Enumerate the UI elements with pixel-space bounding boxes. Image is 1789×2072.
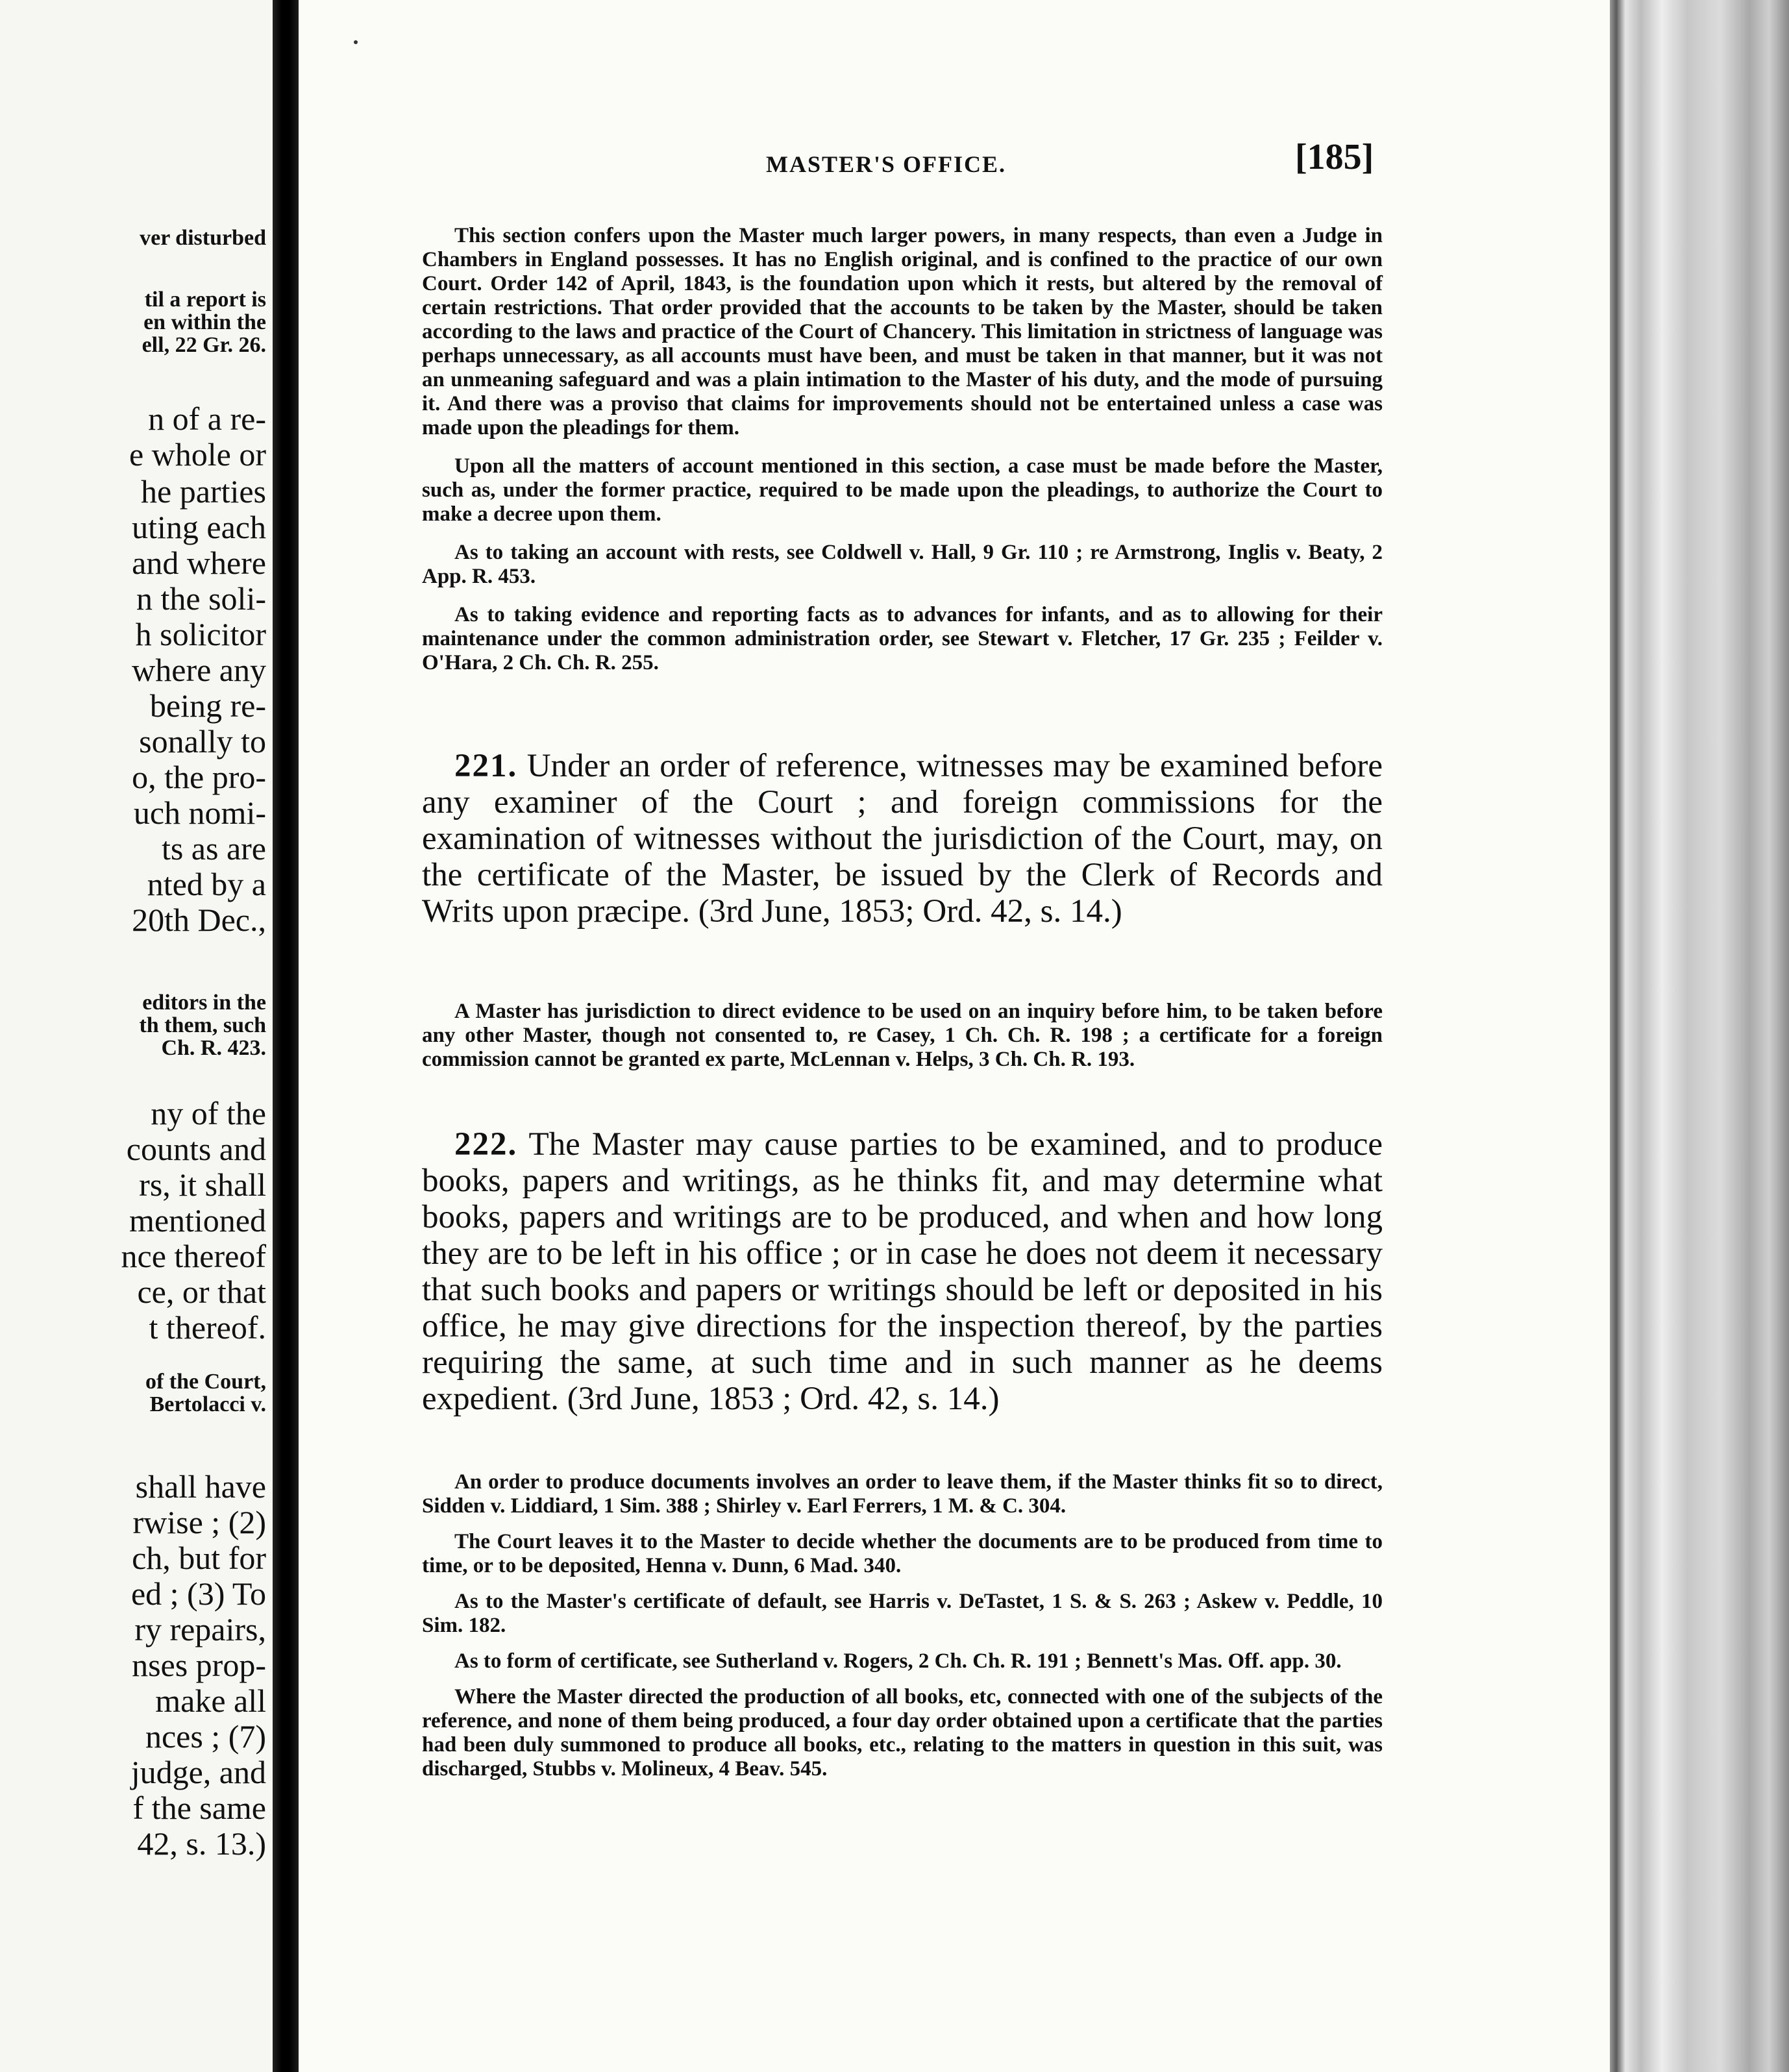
left-page-line: ts as are [161, 830, 266, 867]
left-page-line: nces ; (7) [145, 1718, 266, 1755]
left-page-line: ny of the [151, 1095, 266, 1131]
left-page-line: make all [155, 1683, 266, 1719]
note-paragraph: As to taking an account with rests, see Coldwell v. Hall, 9 Gr. 110 ; re Armstrong, Inglis v. Beaty, 2 App. R. 453. [422, 541, 1383, 588]
note-paragraph: An order to produce documents involves an order to leave them, if the Master thinks fit so to direct, Sidden v. Liddiard, 1 Sim. 388 ; Shirley v. Earl Ferrers, 1 M. & C. 304. [422, 1470, 1383, 1518]
left-page-line: en within the [143, 310, 266, 334]
left-page-line: ry repairs, [134, 1611, 266, 1647]
running-head: MASTER'S OFFICE. [766, 151, 1007, 177]
left-page-line: nses prop- [132, 1647, 266, 1683]
left-page-line: o, the pro- [132, 759, 266, 795]
section-number: 221. [454, 748, 518, 784]
left-page-line: mentioned [129, 1202, 266, 1239]
note-paragraph: This section confers upon the Master much larger powers, in many respects, than even a Judge in Chambers in England possesses. It has no English original, and is confined to the practice of our own Court. Order 142 of April, 1843, is the foundation upon which it rests, but altered by the removal of certain restrictions. That order provided that the accounts to be taken by the Master, should be taken according to the laws and practice of the Court of Chancery. This limitation in strictness of language was perhaps unnecessary, as all accounts must have been, and must be taken in that manner, but it was not an unmeaning safeguard and was a plain intimation to the Master of his duty, and the mode of pursuing it. And there was a proviso that claims for improvements should not be entertained unless a case was made upon the pleadings for them. [422, 224, 1383, 439]
left-page-line: shall have [135, 1468, 266, 1505]
left-page-line: t thereof. [149, 1309, 266, 1346]
left-page-line: th them, such [139, 1013, 266, 1037]
note-paragraph: As to form of certificate, see Sutherland v. Rogers, 2 Ch. Ch. R. 191 ; Bennett's Mas. Off. app. 30. [454, 1649, 1342, 1673]
left-page-line: sonally to [139, 723, 266, 759]
page-number: [185] [1295, 137, 1374, 177]
left-page-line: he parties [141, 473, 266, 510]
section-222-notes [422, 1470, 1383, 1781]
notes-top [422, 224, 1383, 675]
left-page-line: rwise ; (2) [132, 1504, 266, 1540]
left-page-line: n of a re- [148, 401, 266, 437]
left-page-line: til a report is [144, 288, 266, 312]
left-page-line: f the same [132, 1790, 266, 1826]
left-page-line: nted by a [147, 866, 266, 902]
section-paragraph [422, 1126, 1383, 1417]
left-page-line: uting each [132, 509, 266, 545]
left-page-line: nce thereof [121, 1238, 266, 1274]
note-paragraph: As to taking evidence and reporting facts as to advances for infants, and as to allowing for their maintenance under the common administration order, see Stewart v. Fletcher, 17 Gr. 235 ; Feilder v. O'Hara, 2 Ch. Ch. R. 255. [422, 603, 1383, 674]
note-paragraph: As to the Master's certificate of default, see Harris v. DeTastet, 1 S. & S. 263 ; Askew v. Peddle, 10 Sim. 182. [422, 1590, 1383, 1637]
left-page-line: uch nomi- [133, 795, 266, 831]
left-page-line: n the soli- [136, 580, 266, 617]
left-page-line: of the Court, [145, 1370, 266, 1394]
section-222 [422, 1126, 1383, 1417]
page-edge-stack [1610, 0, 1789, 2072]
left-page-line: and where [132, 545, 266, 581]
left-page-line: 20th Dec., [132, 902, 266, 938]
note-paragraph: The Court leaves it to the Master to decide whether the documents are to be produced from time to time, or to be deposited, Henna v. Dunn, 6 Mad. 340. [422, 1530, 1383, 1577]
left-page-line: ver disturbed [140, 226, 266, 250]
stray-mark [354, 40, 358, 44]
left-page-line: counts and [126, 1131, 266, 1167]
left-page-line: Ch. R. 423. [161, 1036, 266, 1060]
left-page-line: ell, 22 Gr. 26. [142, 333, 266, 357]
left-page-line: where any [132, 652, 266, 688]
left-facing-page [0, 0, 273, 2072]
note-paragraph: A Master has jurisdiction to direct evidence to be used on an inquiry before him, to be taken before any other Master, though not consented to, re Casey, 1 Ch. Ch. R. 198 ; a certificate for a foreign commission cannot be granted ex parte, McLennan v. Helps, 3 Ch. Ch. R. 193. [422, 1000, 1383, 1071]
note-paragraph: Upon all the matters of account mentioned in this section, a case must be made before the Master, such as, under the former practice, required to be made upon the pleadings, to authorize the Court to make a decree upon them. [422, 454, 1383, 526]
section-221-note [422, 1000, 1383, 1072]
left-page-line: judge, and [130, 1754, 266, 1790]
left-page-line: editors in the [142, 991, 266, 1015]
book-gutter [273, 0, 299, 2072]
section-number: 222. [454, 1126, 518, 1163]
section-paragraph [422, 748, 1383, 930]
left-page-line: e whole or [129, 436, 266, 473]
left-page-line: ed ; (3) To [130, 1575, 266, 1612]
left-page-line: ce, or that [137, 1274, 266, 1310]
left-page-line: Bertolacci v. [149, 1392, 266, 1416]
left-page-line: h solicitor [135, 616, 266, 652]
section-text: Under an order of reference, witnesses may be examined before any examiner of the Court ; and foreign commissions for the examination of witnesses without the jurisdiction of the Court, may, on the certificate of the Master, be issued by the Clerk of Records and Writs upon præcipe. (3rd June, 1853; Ord. 42, s. 14.) [422, 748, 1383, 930]
note-paragraph: Where the Master directed the production of all books, etc, connected with one of the subjects of the reference, and none of them being produced, a four day order obtained upon a certificate that the parties had been duly summoned to produce all books, etc., relating to the matters in question in this suit, was discharged, Stubbs v. Molineux, 4 Beav. 545. [422, 1685, 1383, 1781]
left-page-line: being re- [149, 687, 266, 724]
left-page-line: 42, s. 13.) [137, 1825, 266, 1862]
section-text: The Master may cause parties to be examined, and to produce books, papers and writings, as he thinks fit, and may determine what books, papers and writings are to be produced, and when and how long they are to be left in his office ; or in case he does not deem it necessary that such books and papers or writings should be left or deposited in his office, he may give directions for the inspection thereof, by the parties requiring the same, at such time and in such manner as he deems expedient. (3rd June, 1853 ; Ord. 42, s. 14.) [422, 1126, 1383, 1417]
left-page-line: ch, but for [132, 1540, 266, 1576]
left-page-line: rs, it shall [139, 1166, 266, 1203]
section-221 [422, 748, 1383, 930]
